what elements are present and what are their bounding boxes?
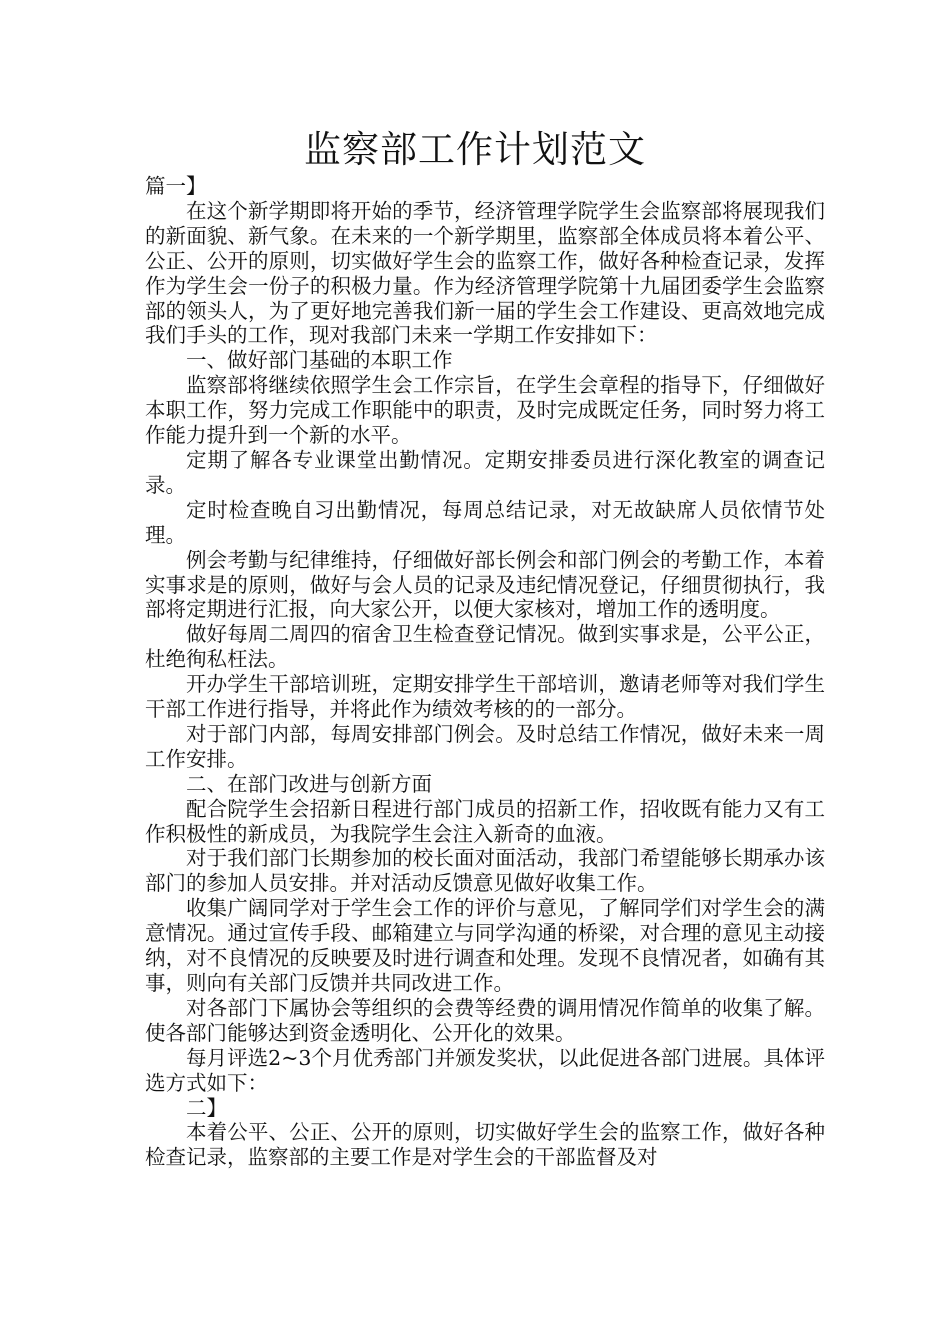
paragraph: 篇一】 (145, 174, 207, 198)
paragraph: 做好每周二周四的宿舍卫生检查登记情况。做到实事求是，公平公正，杜绝徇私枉法。 (145, 622, 825, 672)
paragraph: 定时检查晚自习出勤情况，每周总结记录，对无故缺席人员依情节处理。 (145, 497, 825, 547)
paragraph: 二】 (186, 1095, 227, 1120)
paragraph: 监察部将继续依照学生会工作宗旨，在学生会章程的指导下，仔细做好本职工作，努力完成工作职能中的职责，及时完成既定任务，同时努力将工作能力提升到一个新的水平。 (145, 373, 825, 448)
document-title: 监察部工作计划范文 (304, 128, 646, 171)
paragraph: 本着公平、公正、公开的原则，切实做好学生会的监察工作，做好各种检查记录，监察部的主要工作是对学生会的干部监督及对 (145, 1120, 825, 1170)
paragraph: 在这个新学期即将开始的季节，经济管理学院学生会监察部将展现我们的新面貌、新气象。在未来的一个新学期里，监察部全体成员将本着公平、公正、公开的原则，切实做好学生会的监察工作，做好各种检查记录，发挥作为学生会一份子的积极力量。作为经济管理学院第十九届团委学生会监察部的领头人，为了更好地完善我们新一届的学生会工作建设、更高效地完成我们手头的工作，现对我部门未来一学期工作安排如下： (145, 198, 825, 348)
paragraph: 二、在部门改进与创新方面 (186, 771, 432, 796)
paragraph: 定期了解各专业课堂出勤情况。定期安排委员进行深化教室的调查记录。 (145, 447, 825, 497)
paragraph: 收集广阔同学对于学生会工作的评价与意见，了解同学们对学生会的满意情况。通过宣传手段、邮箱建立与同学沟通的桥梁，对合理的意见主动接纳，对不良情况的反映要及时进行调查和处理。发现不良情况者，如确有其事，则向有关部门反馈并共同改进工作。 (145, 896, 825, 995)
paragraph: 对于部门内部，每周安排部门例会。及时总结工作情况，做好未来一周工作安排。 (145, 721, 825, 771)
paragraph: 每月评选2~3个月优秀部门并颁发奖状，以此促进各部门进展。具体评选方式如下： (145, 1045, 825, 1095)
document-body (145, 174, 825, 1170)
paragraph: 一、做好部门基础的本职工作 (186, 348, 453, 373)
paragraph: 对各部门下属协会等组织的会费等经费的调用情况作简单的收集了解。使各部门能够达到资金透明化、公开化的效果。 (145, 995, 825, 1045)
paragraph: 配合院学生会招新日程进行部门成员的招新工作，招收既有能力又有工作积极性的新成员，为我院学生会注入新奇的血液。 (145, 796, 825, 846)
paragraph: 开办学生干部培训班，定期安排学生干部培训，邀请老师等对我们学生干部工作进行指导，并将此作为绩效考核的的一部分。 (145, 672, 825, 722)
paragraph: 对于我们部门长期参加的校长面对面活动，我部门希望能够长期承办该部门的参加人员安排。并对活动反馈意见做好收集工作。 (145, 846, 825, 896)
paragraph: 例会考勤与纪律维持，仔细做好部长例会和部门例会的考勤工作，本着实事求是的原则，做好与会人员的记录及违纪情况登记，仔细贯彻执行，我部将定期进行汇报，向大家公开，以便大家核对，增加工作的透明度。 (145, 547, 825, 622)
